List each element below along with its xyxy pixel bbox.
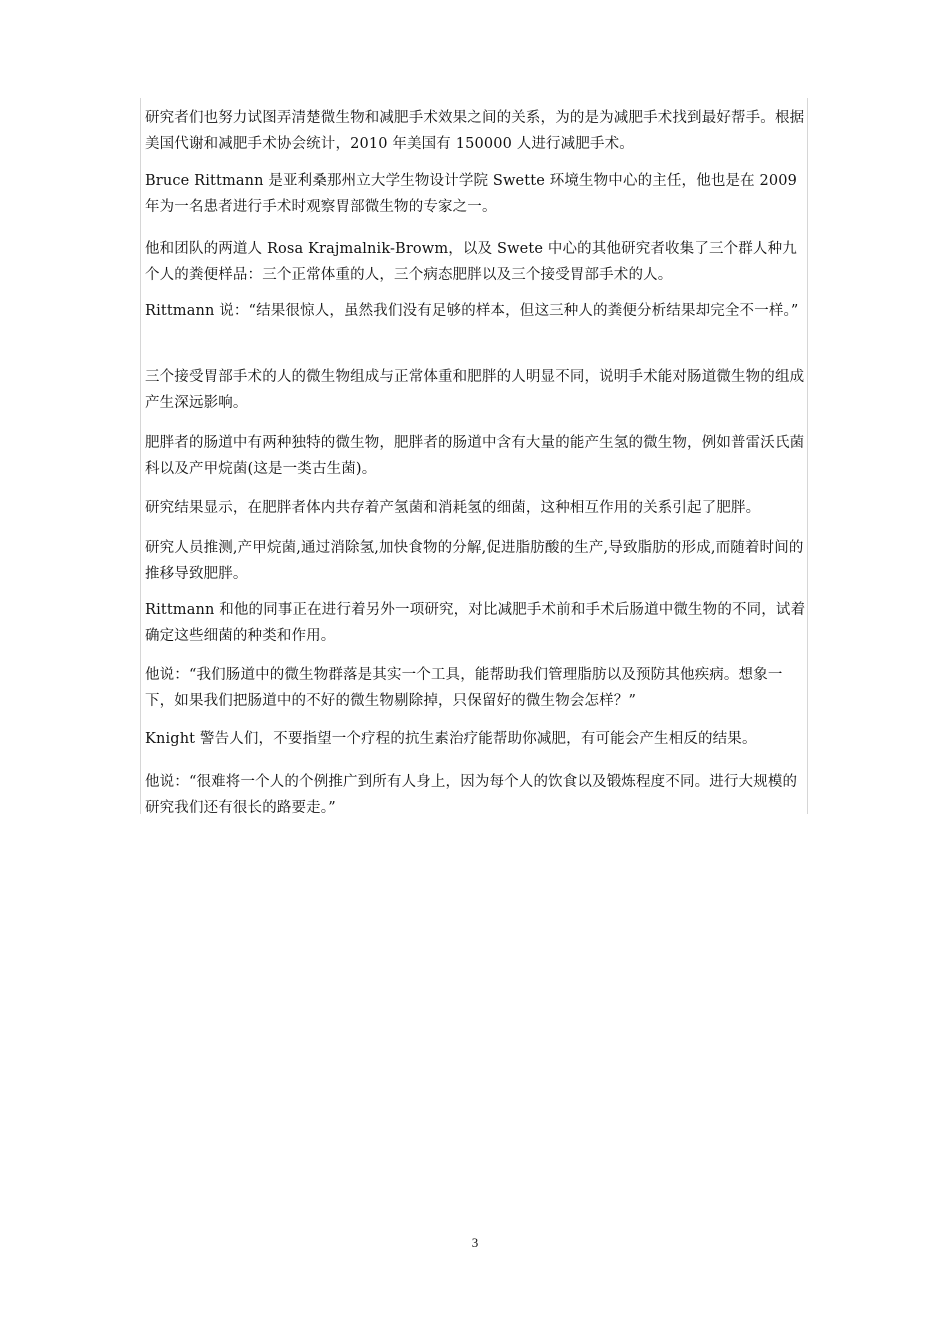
paragraph-3: 他和团队的两道人 Rosa Krajmalnik-Browm，以及 Swete 中心的其他研究者收集了三个群人种九个人的粪便样品：三个正常体重的人，三个病态肥胖以及三个接受胃部手术的人。 bbox=[145, 241, 797, 283]
paragraph-6: 肥胖者的肠道中有两种独特的微生物，肥胖者的肠道中含有大量的能产生氢的微生物，例如普雷沃氏菌科以及产甲烷菌(这是一类古生菌)。 bbox=[145, 435, 805, 477]
paragraph-10: 他说：“我们肠道中的微生物群落是其实一个工具，能帮助我们管理脂肪以及预防其他疾病。想象一下，如果我们把肠道中的不好的微生物剔除掉，只保留好的微生物会怎样？” bbox=[145, 667, 783, 709]
paragraph-12: 他说：“很难将一个人的个例推广到所有人身上，因为每个人的饮食以及锻炼程度不同。进行大规模的研究我们还有很长的路要走。” bbox=[145, 774, 798, 816]
paragraph-8: 研究人员推测,产甲烷菌,通过消除氢,加快食物的分解,促进脂肪酸的生产,导致脂肪的形成,而随着时间的推移导致肥胖。 bbox=[145, 540, 804, 582]
page-number: 3 bbox=[471, 1235, 479, 1250]
paragraph-5: 三个接受胃部手术的人的微生物组成与正常体重和肥胖的人明显不同，说明手术能对肠道微生物的组成产生深远影响。 bbox=[145, 369, 805, 411]
paragraph-2: Bruce Rittmann 是亚利桑那州立大学生物设计学院 Swette 环境生物中心的主任，他也是在 2009 年为一名患者进行手术时观察胃部微生物的专家之一。 bbox=[145, 173, 798, 215]
paragraph-11: Knight 警告人们，不要指望一个疗程的抗生素治疗能帮助你减肥，有可能会产生相反的结果。 bbox=[145, 731, 757, 747]
paragraph-1: 研究者们也努力试图弄清楚微生物和减肥手术效果之间的关系，为的是为减肥手术找到最好帮手。根据美国代谢和减肥手术协会统计，2010 年美国有 150000 人进行减肥手术。 bbox=[145, 110, 805, 152]
paragraph-4: Rittmann 说：“结果很惊人，虽然我们没有足够的样本，但这三种人的粪便分析结果却完全不一样。” bbox=[145, 303, 799, 319]
paragraph-7: 研究结果显示，在肥胖者体内共存着产氢菌和消耗氢的细菌，这种相互作用的关系引起了肥胖。 bbox=[145, 500, 761, 516]
paragraph-9: Rittmann 和他的同事正在进行着另外一项研究，对比减肥手术前和手术后肠道中微生物的不同，试着确定这些细菌的种类和作用。 bbox=[145, 602, 806, 644]
